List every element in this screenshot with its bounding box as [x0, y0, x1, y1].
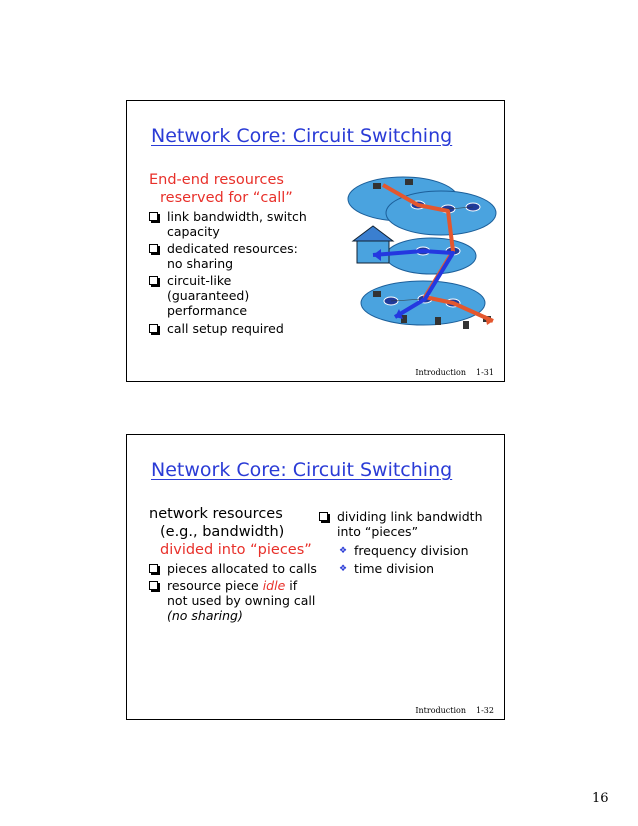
checkbox-bullet-icon [319, 512, 328, 521]
bullet-pieces-allocated [149, 561, 317, 576]
left-line-2: (e.g., bandwidth) [160, 524, 285, 540]
footer-page: 1-31 [476, 368, 494, 377]
bullet-dedicated [149, 241, 298, 271]
slide-footer [405, 368, 494, 377]
diamond-bullet-icon: ❖ [339, 546, 348, 556]
left-line-1: network resources [149, 506, 283, 522]
bullet-line: (no sharing) [167, 608, 243, 623]
bullet-line: time division [354, 561, 435, 576]
slide-1-31 [126, 100, 505, 382]
sub-bullet-time [339, 561, 434, 576]
slide-title: Network Core: Circuit Switching [151, 459, 453, 481]
intro-line-2: reserved for “call” [160, 190, 293, 206]
bullet-line: dividing link bandwidth [337, 509, 483, 524]
bullet-link-bandwidth [149, 209, 307, 239]
bullet-line: into “pieces” [337, 524, 419, 539]
bullet-line: pieces allocated to calls [167, 561, 317, 576]
checkbox-bullet-icon [149, 564, 158, 573]
bullet-text: resource piece [167, 578, 263, 593]
bullet-dividing-bandwidth [319, 509, 483, 539]
bullet-line: call setup required [167, 321, 284, 336]
bullet-line: circuit-like [167, 273, 232, 288]
bullet-call-setup [149, 321, 284, 336]
bullet-line: link bandwidth, switch [167, 209, 307, 224]
checkbox-bullet-icon [149, 276, 158, 285]
bullet-line: not used by owning call [167, 593, 316, 608]
footer-label: Introduction [415, 706, 467, 715]
left-line-3: divided into “pieces” [160, 542, 312, 558]
bullet-line: frequency division [354, 543, 469, 558]
checkbox-bullet-icon [149, 244, 158, 253]
checkbox-bullet-icon [149, 324, 158, 333]
bullet-line: performance [167, 303, 248, 318]
bullet-line: dedicated resources: [167, 241, 298, 256]
slide-footer [405, 706, 494, 715]
slide-title: Network Core: Circuit Switching [151, 125, 453, 147]
bullet-line: no sharing [167, 256, 234, 271]
slide-1-32 [126, 434, 505, 720]
checkbox-bullet-icon [149, 581, 158, 590]
bullet-resource-idle [149, 578, 315, 623]
bullet-line: (guaranteed) [167, 288, 250, 303]
circuit-switching-network-diagram [313, 171, 499, 331]
checkbox-bullet-icon [149, 212, 158, 221]
page-number: 16 [592, 791, 609, 806]
bullet-line: capacity [167, 224, 220, 239]
footer-label: Introduction [415, 368, 467, 377]
sub-bullet-frequency [339, 543, 469, 558]
bullet-text: if [285, 578, 298, 593]
intro-line-1: End-end resources [149, 172, 284, 188]
bullet-line [167, 578, 315, 593]
idle-emphasis: idle [262, 578, 286, 593]
diamond-bullet-icon: ❖ [339, 564, 348, 574]
bullet-circuit-like [149, 273, 249, 318]
footer-page: 1-32 [476, 706, 494, 715]
